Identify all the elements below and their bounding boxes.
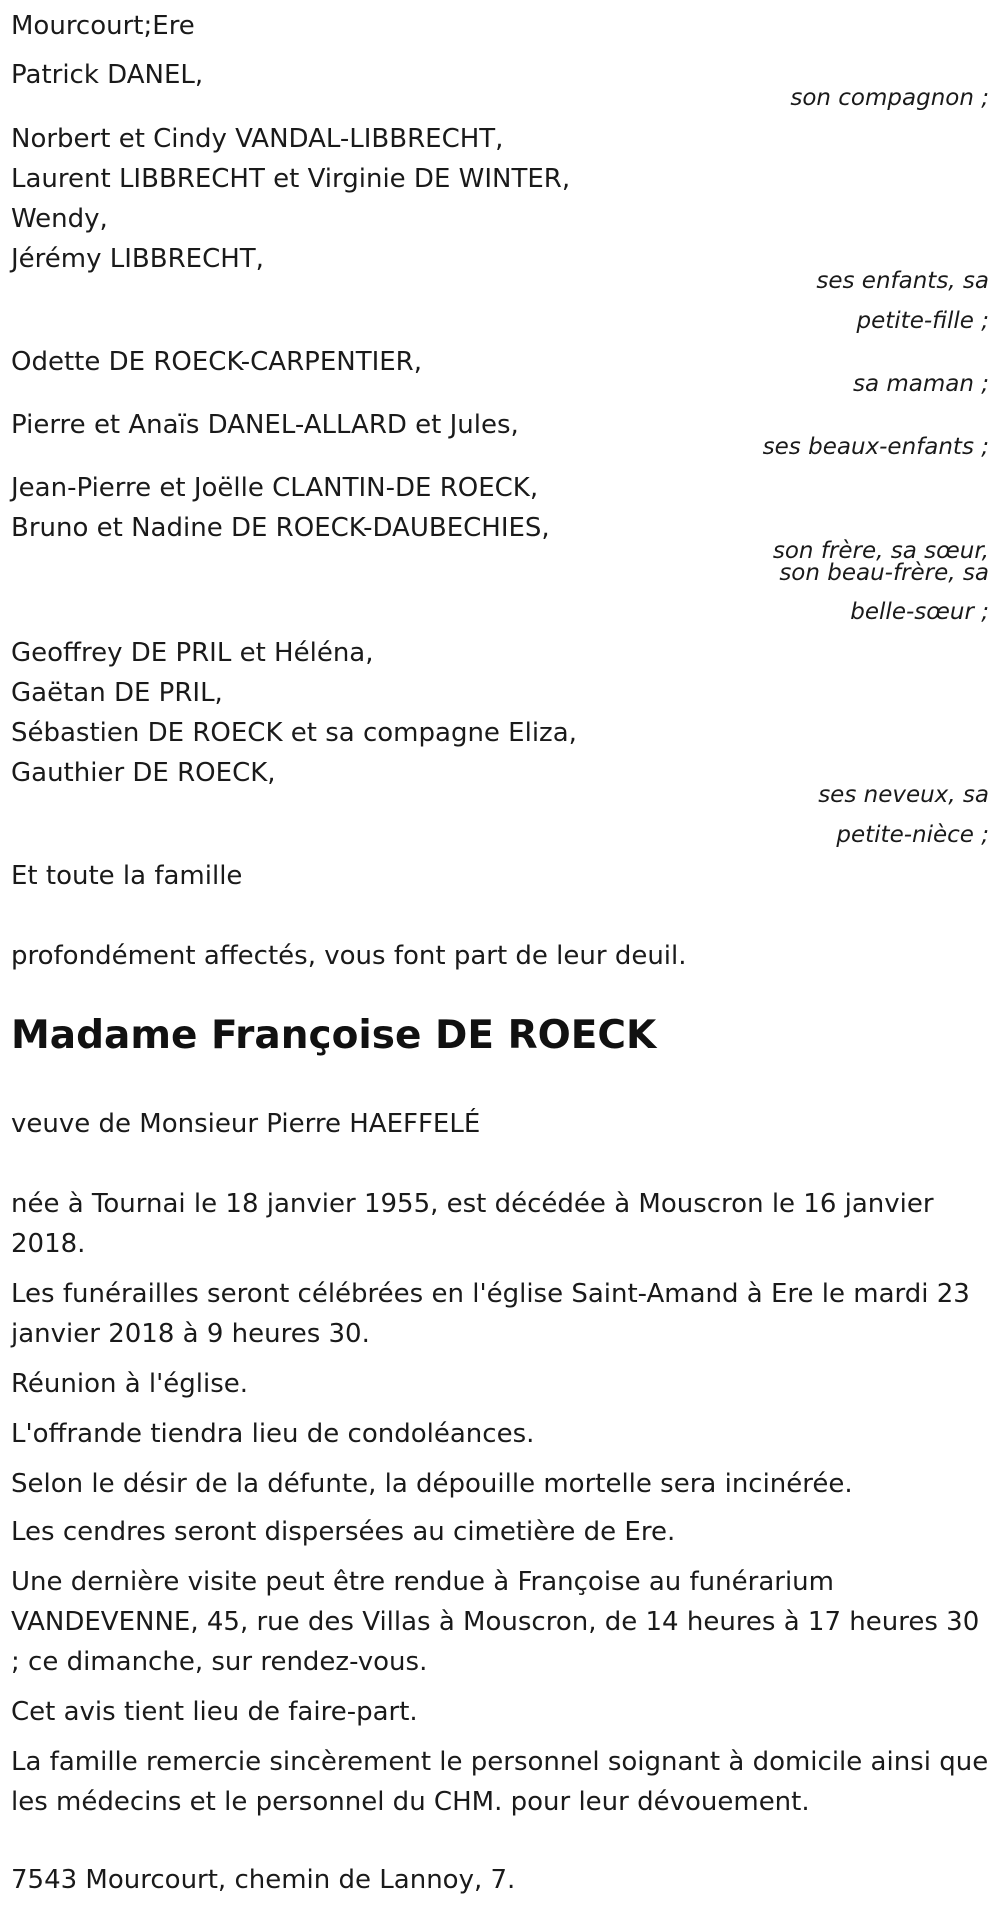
family-name: Patrick DANEL, <box>11 60 204 90</box>
deceased-name: Madame Françoise DE ROECK <box>11 1013 657 1058</box>
family-name: Geoffrey DE PRIL et Héléna, <box>11 638 374 668</box>
family-name: Pierre et Anaïs DANEL-ALLARD et Jules, <box>11 410 519 440</box>
paragraph-ashes: Les cendres seront dispersées au cimetière de Ere. <box>11 1517 676 1547</box>
announcement: profondément affectés, vous font part de leur deuil. <box>11 941 687 971</box>
location-header: Mourcourt;Ere <box>11 11 195 41</box>
family-name: Laurent LIBBRECHT et Virginie DE WINTER, <box>11 164 571 194</box>
family-role: son compagnon ; <box>790 85 989 111</box>
family-name: Wendy, <box>11 204 108 234</box>
family-name: Norbert et Cindy VANDAL-LIBBRECHT, <box>11 124 504 154</box>
family-role: sa maman ; <box>852 371 989 397</box>
paragraph-meeting: Réunion à l'église. <box>11 1369 249 1399</box>
paragraph-cremation: Selon le désir de la défunte, la dépouille mortelle sera incinérée. <box>11 1469 853 1499</box>
family-role: ses enfants, sa <box>816 268 989 294</box>
address: 7543 Mourcourt, chemin de Lannoy, 7. <box>11 1865 516 1895</box>
family-role: petite-nièce ; <box>836 822 989 848</box>
family-name: Sébastien DE ROECK et sa compagne Eliza, <box>11 718 577 748</box>
family-name: Gaëtan DE PRIL, <box>11 678 223 708</box>
family-role: son beau-frère, sa <box>779 560 989 586</box>
paragraph-visit: Une dernière visite peut être rendue à Françoise au funérarium VANDEVENNE, 45, rue des Villas à Mouscron, de 14 heures à 17 heures 30 ; ce dimanche, sur rendez-vous. <box>11 1567 980 1677</box>
family-closing: Et toute la famille <box>11 861 243 891</box>
family-name: Bruno et Nadine DE ROECK-DAUBECHIES, <box>11 513 550 543</box>
family-role: belle-sœur ; <box>850 599 989 625</box>
family-role: ses neveux, sa <box>818 782 989 808</box>
family-role: petite-fille ; <box>856 308 989 334</box>
family-role: son frère, sa sœur, <box>772 538 989 564</box>
family-name: Jean-Pierre et Joëlle CLANTIN-DE ROECK, <box>11 473 539 503</box>
paragraph-thanks: La famille remercie sincèrement le personnel soignant à domicile ainsi que les médecins et le personnel du CHM. pour leur dévouement. <box>11 1747 989 1817</box>
widow-of: veuve de Monsieur Pierre HAEFFELÉ <box>11 1109 481 1139</box>
family-name: Jérémy LIBBRECHT, <box>11 244 264 274</box>
paragraph-birth-death: née à Tournai le 18 janvier 1955, est décédée à Mouscron le 16 janvier 2018. <box>11 1189 934 1259</box>
family-role: ses beaux-enfants ; <box>762 434 989 460</box>
paragraph-notice: Cet avis tient lieu de faire-part. <box>11 1697 418 1727</box>
paragraph-funeral: Les funérailles seront célébrées en l'église Saint-Amand à Ere le mardi 23 janvier 2018 à 9 heures 30. <box>11 1279 970 1349</box>
family-name: Odette DE ROECK-CARPENTIER, <box>11 347 423 377</box>
paragraph-offering: L'offrande tiendra lieu de condoléances. <box>11 1419 535 1449</box>
family-name: Gauthier DE ROECK, <box>11 758 276 788</box>
